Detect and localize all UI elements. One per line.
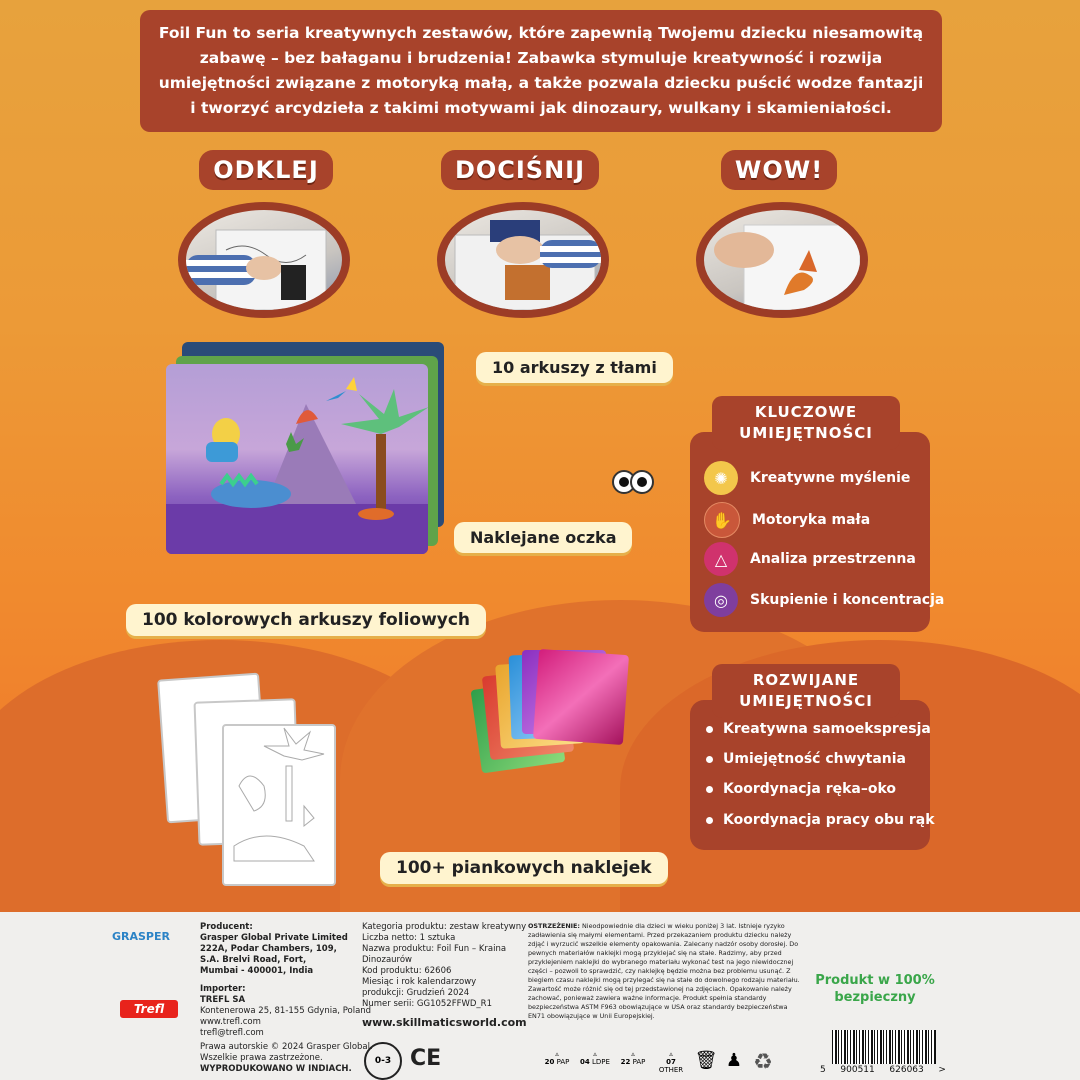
dev-skill-label: Koordynacja pracy obu rąk [723,812,935,828]
grasper-logo: GRASPER [112,930,170,943]
sticker-outlines-illustration [224,726,334,884]
hand-peeling-illustration [186,210,342,310]
callout-foil-sheets [126,604,486,636]
copyright-block: Prawa autorskie © 2024 Grasper Global. Wszelkie prawa zastrzeżone. WYPRODUKOWANO W INDIACH. [200,1042,373,1074]
key-skill-spatial [704,542,916,576]
dev-skill-label: Kreatywna samoekspresja [723,721,931,737]
safety-line: bezpieczny [834,990,916,1005]
dev-skill-label: Umiejętność chwytania [723,751,907,767]
dino-scene-illustration [166,364,428,554]
title-line: ROZWIJANE [752,671,860,689]
importer-block: Importer: TREFL SA Kontenerowa 25, 81-155 Gdynia, Poland www.trefl.com trefl@trefl.com [200,984,372,1038]
trefl-logo: Trefl [120,1000,178,1018]
key-skill-creative [704,461,910,495]
callout-eyes [454,522,632,553]
dev-skill-item [706,751,906,767]
callout-text: Naklejane oczka [470,528,617,547]
website-link[interactable]: www.skillmaticsworld.com [362,1016,527,1029]
producer-block: Producent: Grasper Global Private Limited 222A, Podar Chambers, 109, S.A. Brelvi Road, Fort, Mumbai - 400001, India [200,922,348,976]
recycle-triangle-icon: ▵ 04 LDPE [580,1050,610,1066]
step-peel-photo [178,202,350,318]
dev-skill-item [706,812,935,828]
key-skill-motor [704,502,870,538]
skill-label: Skupienie i koncentracja [750,592,945,608]
step-label: DOCIŚNIJ [441,150,599,190]
foil-sheet-pink [533,649,629,745]
dev-skill-label: Koordynacja ręka–oko [723,781,897,797]
callout-text: 100 kolorowych arkuszy foliowych [142,610,471,630]
barcode [832,1030,936,1064]
ce-mark-icon: CE [410,1046,442,1071]
product-info-block: Kategoria produktu: zestaw kreatywny Liczba netto: 1 sztuka Nazwa produktu: Foil Fun – Kraina Dinozaurów Kod produktu: 62606 Miesiąc i rok kalendarzowy produkcji: Grudzień 2024 Numer serii: GG1052FFWD_R1 [362,922,527,1009]
pyramid-icon: △ [704,542,738,576]
step-peel [186,150,346,190]
title-line: KLUCZOWE [754,403,858,421]
step-wow-photo [696,202,868,318]
barcode-digits: 5 900511 626063 > [820,1065,946,1075]
skill-label: Analiza przestrzenna [750,551,916,567]
dev-skill-item [706,781,896,797]
trash-bin-icon: 🗑 [694,1050,718,1071]
finished-art-illustration [704,210,860,310]
key-skill-focus [704,583,944,617]
tidyman-icon: ♟ [725,1050,743,1071]
step-press [440,150,600,190]
recycling-codes [540,1050,778,1075]
recycle-triangle-icon: ▵ 22 PAP [620,1050,646,1066]
googly-eye [630,470,654,494]
skill-label: Kreatywne myślenie [750,470,911,486]
step-wow [699,150,859,190]
step-press-photo [437,202,609,318]
skill-label: Motoryka mała [752,512,871,528]
warning-block: OSTRZEŻENIE: Nieodpowiednie dla dzieci w wieku poniżej 3 lat. Istnieje ryzyko zadławienia się małymi elementami. Przed przekazaniem produktu dziecku należy zdjąć i wyrzucić wszelkie elementy opakowania. Zalecany nadzór osoby dorosłej. Do pewnych materiałów naklejki mogą przyklejać się na stałe. Radzimy, aby przed przyklejeniem naklejki do wybranego materiału wykonać test na jego niewidocznej części – pozwoli to sprawdzić, czy naklejkę będzie można bez problemu usunąć. Z biegiem czasu naklejki mogą przylegać się na stałe do dowolnego rodzaju materiału. Zawartość może różnić się od tej przedstawionej na zdjęciach. Opakowanie należy zachować, ponieważ zawiera ważne informacje. Produkt spełnia standardy bezpieczeństwa ASTM F963 obowiązujące w USA oraz standardy bezpieczeństwa EN71 obowiązujące w Unii Europejskiej. [528,922,800,1020]
recycle-triangle-icon: ▵ 07 OTHER [658,1050,684,1074]
safety-line: Produkt w 100% [815,973,935,988]
callout-foam-stickers [380,852,668,884]
age-warning-icon: 0-3 [364,1042,402,1080]
hand-pressing-illustration [445,210,601,310]
callout-text: 100+ piankowych naklejek [396,858,652,878]
target-icon: ◎ [704,583,738,617]
dev-skill-item [706,721,931,737]
step-label: WOW! [721,150,837,190]
footer [0,912,1080,1080]
intro-description: Foil Fun to seria kreatywnych zestawów, które zapewnią Twojemu dziecku niesamowitą zabawę – bez bałaganu i brudzenia! Zabawka stymuluje kreatywność i rozwija umiejętności związane z motoryką małą, a także pozwala dziecku puścić wodze fantazji i tworzyć arcydzieła z takimi motywami jak dinozaury, wulkany i skamieniałości. [140,10,942,132]
title-line: UMIEJĘTNOŚCI [739,692,873,710]
recycle-triangle-icon: ▵ 20 PAP [544,1050,570,1066]
recycle-icon: ♻ [753,1050,773,1075]
callout-background-sheets [476,352,673,383]
developed-skills-title [712,664,900,718]
hand-icon: ✋ [704,502,740,538]
key-skills-title [712,396,900,450]
step-label: ODKLEJ [199,150,333,190]
callout-text: 10 arkuszy z tłami [492,358,657,377]
lightbulb-icon: ✺ [704,461,738,495]
dino-background-sheet [166,364,428,554]
safety-claim [804,972,946,1006]
title-line: UMIEJĘTNOŚCI [739,424,873,442]
sticker-sheet-front [222,724,336,886]
